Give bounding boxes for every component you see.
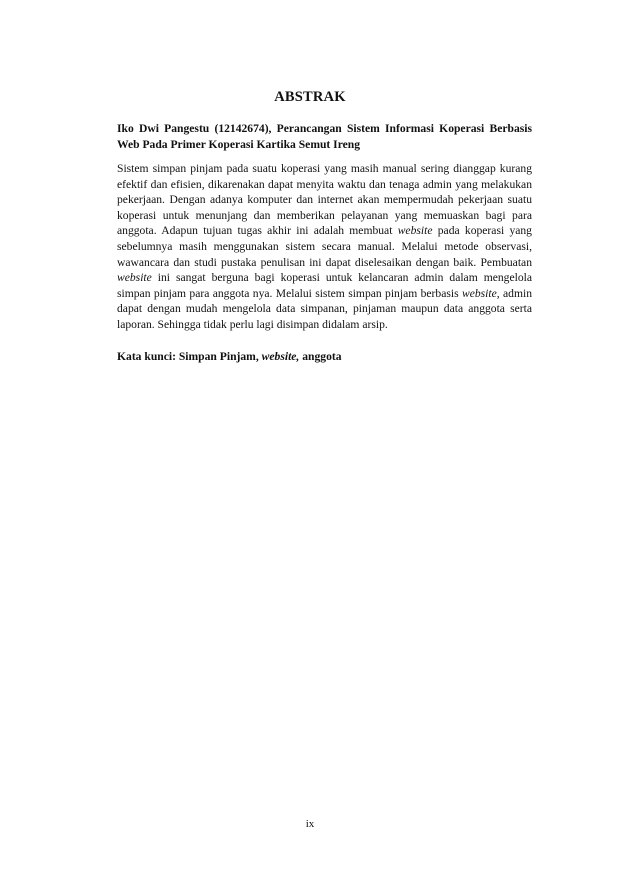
keyword-anggota: anggota [302, 350, 342, 363]
keyword-website: website, [261, 350, 300, 363]
abstract-term-website-3: website, [461, 286, 500, 300]
abstract-term-website-1: website [397, 224, 433, 238]
keywords-line [117, 349, 532, 365]
page-number: ix [305, 818, 315, 830]
keywords-label: Kata kunci: [117, 350, 176, 363]
abstract-text-part-3: ini sangat berguna bagi koperasi untuk kelancaran admin dalam mengelola simpan pinjam para anggota nya. Melalui sistem simpan pinjam berbasis [117, 271, 532, 300]
abstract-text-part-2: pada koperasi yang sebelumnya masih menggunakan sistem secara manual. Melalui metode observasi, wawancara dan studi pustaka penulisan ini dapat diselesaikan dengan baik. Pembuatan [117, 224, 532, 269]
abstract-text-part-1: Sistem simpan pinjam pada suatu koperasi yang masih manual sering dianggap kurang efektif dan efisien, dikarenakan dapat menyita waktu dan tenaga admin yang melakukan pekerjaan. Dengan adanya komputer dan internet akan mempermudah pekerjaan suatu koperasi untuk menunjang dan memberikan pelayanan yang memuaskan bagi para anggota. Adapun tujuan tugas akhir ini adalah membuat [117, 162, 532, 238]
author-title-line: Iko Dwi Pangestu (12142674), Perancangan Sistem Informasi Koperasi Berbasis Web Pada Primer Koperasi Kartika Semut Ireng [117, 122, 532, 151]
abstract-term-website-2: website [117, 271, 152, 285]
abstract-text-part-4: admin dapat dengan mudah mengelola data simpanan, pinjaman maupun data anggota serta laporan. Sehingga tidak perlu lagi disimpan didalam arsip. [117, 286, 533, 331]
keyword-simpan-pinjam: Simpan Pinjam, [178, 350, 259, 363]
page-title: ABSTRAK [274, 89, 346, 105]
abstract-paragraph [117, 161, 532, 333]
